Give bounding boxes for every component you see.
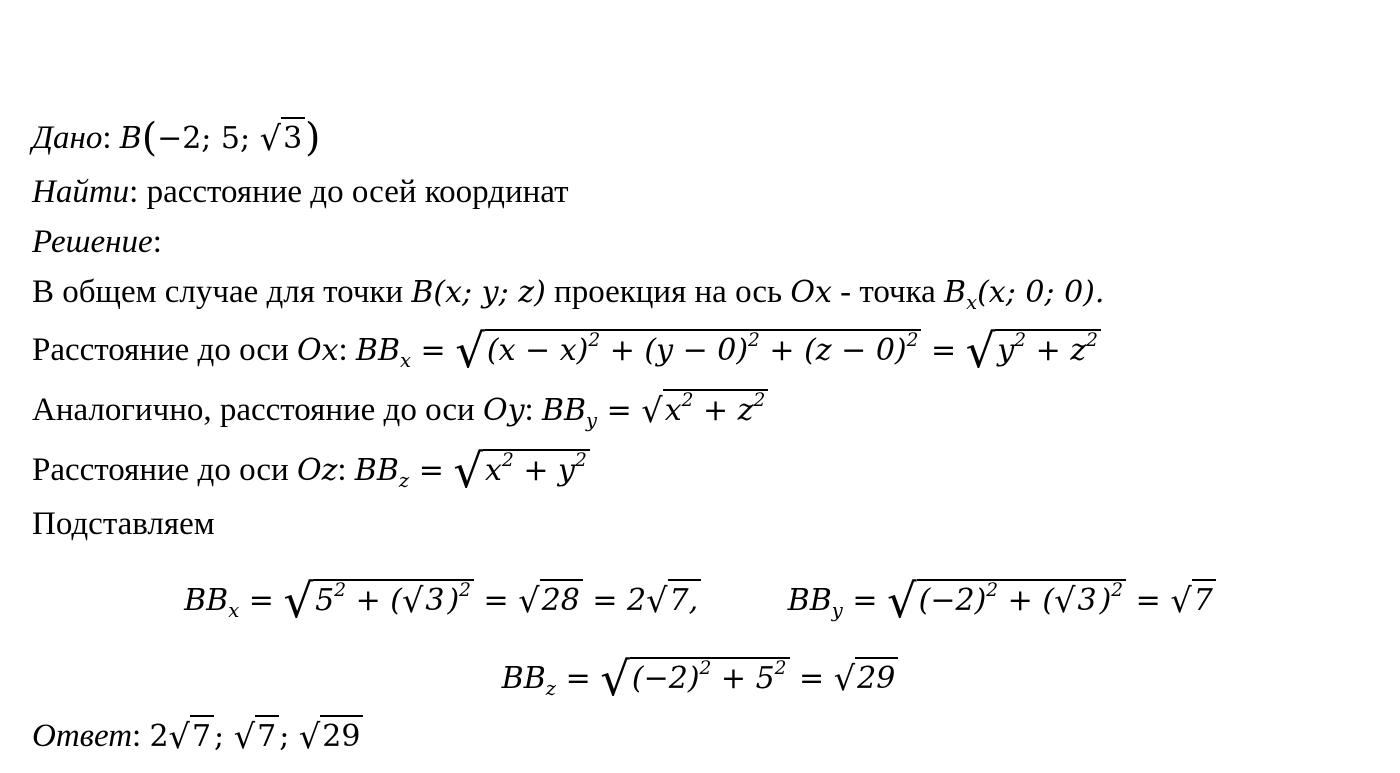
find-text: расстояние до осей координат: [138, 174, 569, 210]
distance-oy-line: Аналогично, расстояние до оси Oy: $BB_y = √x^2 + z^2$: [32, 390, 768, 431]
find-label: Найти: [32, 174, 130, 210]
calc-bbz: $BB_z = √(-2)^2 + 5^2 = √29$: [502, 661, 899, 696]
distance-oz-formula: $BB_z = √x^2 + y^2$: [355, 453, 590, 488]
given-label: Дано: [32, 120, 103, 156]
sqrt-symbol: √3: [260, 119, 306, 159]
sqrt-symbol: $√y^2 + z^2$: [966, 331, 1101, 372]
general-axis: Ox: [790, 275, 832, 310]
answer-line: Ответ: 2√7 ; √7 ; √29: [32, 716, 363, 757]
find-line: Найти: расстояние до осей координат: [32, 174, 569, 210]
sqrt-symbol: √7: [169, 717, 215, 757]
distance-oy-formula: $BB_y = √x^2 + z^2$: [542, 393, 768, 428]
sqrt-symbol: √7,: [646, 581, 701, 621]
sqrt-symbol: $√x^2 + z^2$: [641, 391, 768, 431]
given-colon: :: [102, 120, 112, 156]
distance-ox-line: Расстояние до оси Ox: $BB_x = √(x - x)^2 + (y - 0)^2 + (z - 0)^2 = √y^2 + z^2$: [32, 330, 1101, 371]
solution-line: Решение:: [32, 224, 162, 260]
sqrt-symbol: $√5^2 + (√3$ )$^2$: [283, 581, 474, 622]
answer-values: 2√7 ; √7 ; √29: [149, 719, 363, 754]
sqrt-symbol: $√x^2 + y^2$: [453, 451, 589, 492]
sqrt-symbol: $√(-2)^2 + 5^2$: [600, 659, 789, 700]
calc-z-line: [0, 651, 1400, 706]
calc-bbx: $BB_x = √5^2 + (√3$ )$^2$ = √28 = 2√7,: [184, 583, 701, 618]
sqrt-symbol: $√(x - x)^2 + (y - 0)^2 + (z - 0)^2$: [455, 331, 921, 372]
general-case-line: В общем случае для точки B(x; y; z) проекция на ось Ox - точка $B_x(x$; 0; 0).: [32, 274, 1105, 314]
distance-ox-formula: $BB_x = √(x - x)^2 + (y - 0)^2 + (z - 0)^2 = √y^2 + z^2$: [356, 333, 1101, 368]
given-coords: (−2; 5; √3): [141, 115, 321, 161]
sqrt-symbol: √29: [299, 717, 364, 757]
answer-label: Ответ: [32, 718, 133, 754]
sqrt-symbol: √7: [1170, 581, 1216, 621]
sqrt-symbol: $√(-2)^2 + (√3$ )$^2$: [887, 581, 1126, 622]
given-point-name: B: [119, 121, 142, 156]
distance-oz-line: Расстояние до оси Oz: $BB_z = √x^2 + y^2$: [32, 450, 590, 491]
given-line: [32, 115, 321, 161]
general-point: B(x; y; z): [411, 275, 546, 310]
calc-bby: $BB_y = √(-2)^2 + (√3$ )$^2$ = √7: [788, 583, 1216, 618]
calc-xy-line: [0, 573, 1400, 628]
sqrt-symbol: √28: [518, 581, 583, 621]
solution-label: Решение: [32, 224, 153, 260]
substitute-line: Подставляем: [32, 506, 215, 542]
sqrt-symbol: √29: [834, 659, 899, 699]
projection-point: $B_x(x$; 0; 0).: [944, 275, 1105, 314]
sqrt-symbol: √7: [234, 717, 280, 757]
